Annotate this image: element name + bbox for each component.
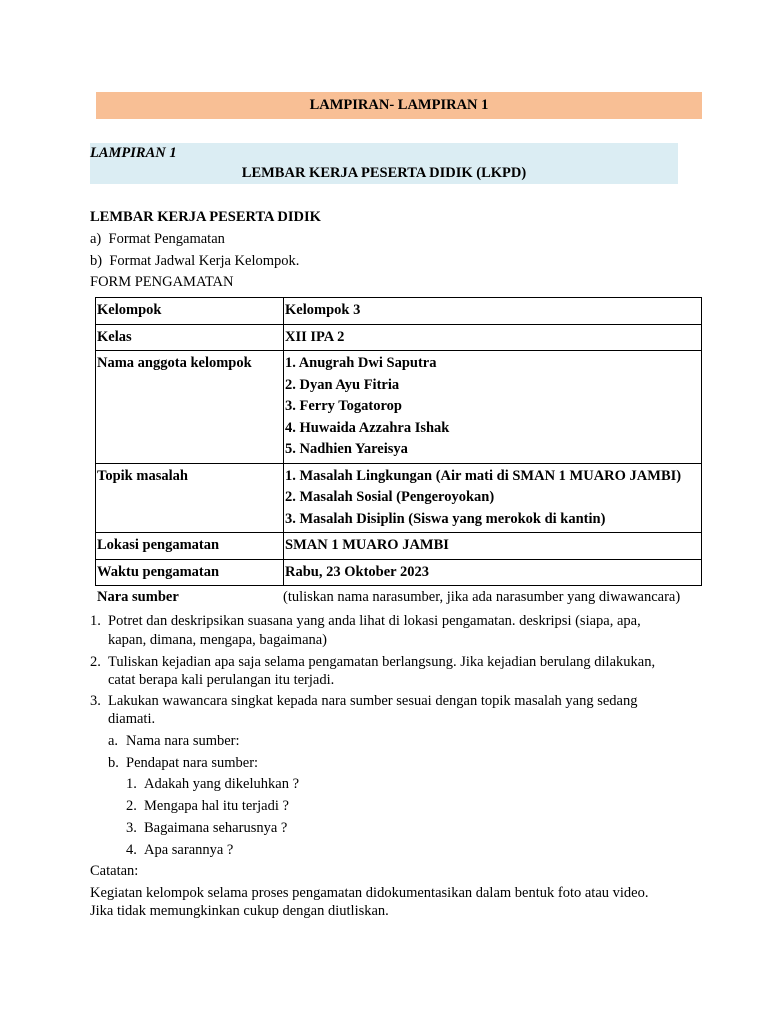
table-row — [96, 351, 702, 464]
question-number: 1. — [126, 776, 137, 792]
topik-label: Topik masalah — [96, 463, 284, 533]
topic-item: 2. Masalah Sosial (Pengeroyokan) — [285, 489, 495, 505]
kelompok-label: Kelompok — [96, 298, 284, 325]
section-title: LEMBAR KERJA PESERTA DIDIK — [90, 209, 321, 225]
question-text: Adakah yang dikeluhkan ? — [144, 776, 300, 792]
lampiran-label: LAMPIRAN 1 — [90, 145, 177, 161]
sub-item-text: Pendapat nara sumber: — [126, 755, 259, 771]
question-text: Mengapa hal itu terjadi ? — [144, 798, 289, 814]
instruction-text: catat berapa kali perulangan itu terjadi. — [108, 672, 335, 688]
topic-item: 3. Masalah Disiplin (Siswa yang merokok di kantin) — [285, 510, 606, 527]
question-number: 4. — [126, 842, 137, 858]
member-item: 4. Huwaida Azzahra Ishak — [285, 419, 450, 436]
table-row — [96, 324, 702, 351]
catatan-text: Kegiatan kelompok selama proses pengamatan didokumentasikan dalam bentuk foto atau video. — [90, 885, 649, 901]
lokasi-value: SMAN 1 MUARO JAMBI — [284, 533, 702, 560]
instruction-text: Tuliskan kejadian apa saja selama pengamatan berlangsung. Jika kejadian berulang dilakukan, — [108, 654, 656, 670]
table-row — [96, 463, 702, 533]
waktu-value: Rabu, 23 Oktober 2023 — [284, 559, 702, 586]
catatan-text: Jika tidak memungkinkan cukup dengan diutliskan. — [90, 903, 389, 919]
nara-sumber-hint: (tuliskan nama narasumber, jika ada narasumber yang diwawancara) — [283, 589, 681, 605]
question-text: Bagaimana seharusnya ? — [144, 820, 288, 836]
anggota-label: Nama anggota kelompok — [96, 351, 284, 464]
instruction-number: 1. — [90, 613, 101, 629]
member-item: 2. Dyan Ayu Fitria — [285, 376, 400, 393]
member-item: 3. Ferry Togatorop — [285, 398, 402, 414]
kelas-value: XII IPA 2 — [284, 324, 702, 351]
anggota-values — [284, 351, 702, 464]
form-title: FORM PENGAMATAN — [90, 274, 234, 290]
table-row — [96, 533, 702, 560]
list-item: a) Format Pengamatan — [90, 231, 225, 247]
instruction-number: 2. — [90, 654, 101, 670]
instruction-number: 3. — [90, 693, 101, 709]
instruction-text: Potret dan deskripsikan suasana yang anda lihat di lokasi pengamatan. deskripsi (siapa, apa, — [108, 613, 641, 629]
observation-form-table — [95, 297, 702, 586]
table-row — [96, 298, 702, 325]
lokasi-label: Lokasi pengamatan — [96, 533, 284, 560]
kelompok-value: Kelompok 3 — [284, 298, 702, 325]
question-number: 3. — [126, 820, 137, 836]
topic-item: 1. Masalah Lingkungan (Air mati di SMAN 1 MUARO JAMBI) — [285, 467, 682, 484]
question-number: 2. — [126, 798, 137, 814]
sub-item-number: a. — [108, 733, 119, 749]
waktu-label: Waktu pengamatan — [96, 559, 284, 586]
kelas-label: Kelas — [96, 324, 284, 351]
sub-item-number: b. — [108, 755, 119, 771]
instruction-text: Lakukan wawancara singkat kepada nara sumber sesuai dengan topik masalah yang sedang — [108, 693, 638, 709]
list-item: b) Format Jadwal Kerja Kelompok. — [90, 253, 300, 269]
table-row — [96, 559, 702, 586]
appendix-banner: LAMPIRAN- LAMPIRAN 1 — [96, 92, 702, 119]
topik-values — [284, 463, 702, 533]
instruction-text: kapan, dimana, mengapa, bagaimana) — [108, 632, 328, 648]
lampiran-header — [90, 143, 678, 184]
member-item: 5. Nadhien Yareisya — [285, 441, 408, 457]
lkpd-title: LEMBAR KERJA PESERTA DIDIK (LKPD) — [241, 165, 527, 181]
nara-sumber-label: Nara sumber — [97, 589, 179, 605]
question-text: Apa sarannya ? — [144, 842, 234, 858]
member-item: 1. Anugrah Dwi Saputra — [285, 355, 437, 371]
sub-item-text: Nama nara sumber: — [126, 733, 240, 749]
catatan-label: Catatan: — [90, 863, 139, 879]
instruction-text: diamati. — [108, 711, 156, 727]
